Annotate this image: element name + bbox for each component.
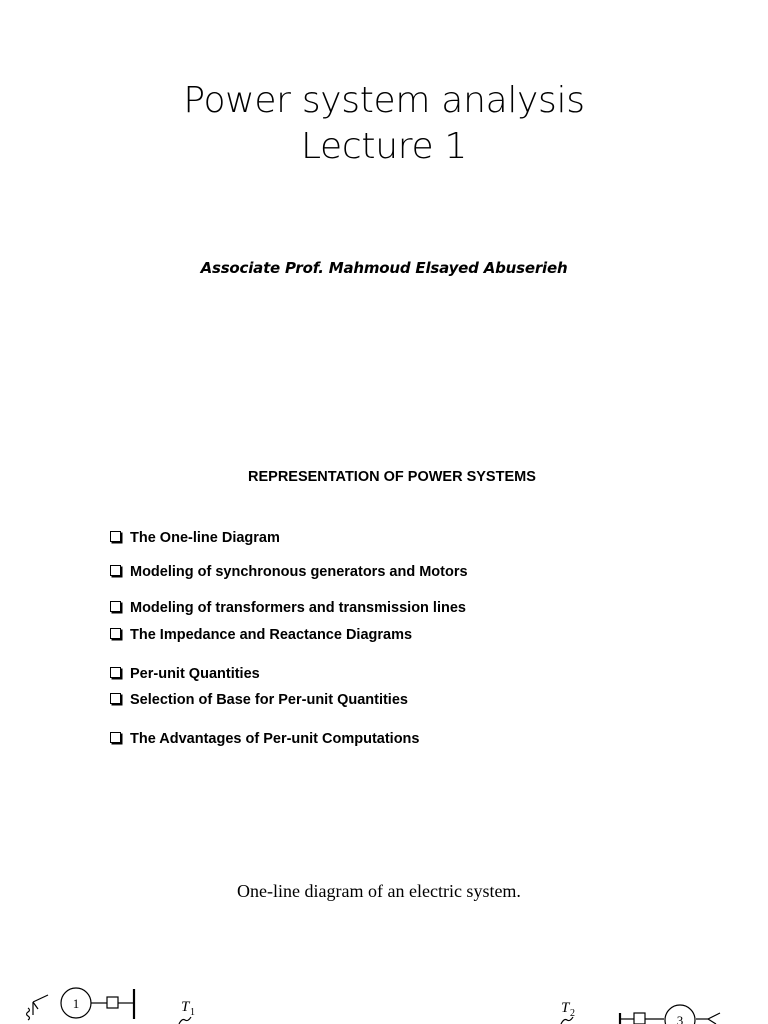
transformer-1-subscript: 1 [190,1007,195,1018]
transformer-2-subscript: 2 [570,1008,575,1019]
checkbox-bullet-icon [110,667,121,678]
transformer-2-label: T [561,1000,570,1016]
topic-label: The Advantages of Per-unit Computations [130,731,420,747]
topic-label: Modeling of transformers and transmission lines [130,600,466,616]
checkbox-bullet-icon [110,693,121,704]
lecture-title-line-2: Lecture 1 [300,126,468,167]
figure-caption: One-line diagram of an electric system. [237,881,521,901]
author-name: Associate Prof. Mahmoud Elsayed Abuserieh [200,259,568,277]
topic-item [110,563,468,581]
checkbox-bullet-icon [110,601,121,612]
checkbox-bullet-icon [110,565,121,576]
topic-label: Selection of Base for Per-unit Quantities [130,692,408,708]
transformer-1-icon [179,1017,191,1024]
generator-3-label: 3 [676,1013,684,1024]
ground-wye-left-icon [27,995,49,1020]
generator-1-label: 1 [72,996,80,1011]
circuit-breaker-icon [107,997,118,1008]
transformer-1-label: T [181,999,190,1015]
topic-item [110,691,408,709]
topic-item [110,529,280,547]
topic-item [110,599,466,617]
checkbox-bullet-icon [110,732,121,743]
topic-item [110,626,412,644]
lecture-title-line-1: Power system analysis [183,80,585,121]
checkbox-bullet-icon [110,531,121,542]
topic-label: Modeling of synchronous generators and Motors [130,564,468,580]
topic-item [110,730,419,748]
topic-label: Per-unit Quantities [130,666,260,682]
topic-label: The One-line Diagram [130,530,280,546]
checkbox-bullet-icon [110,628,121,639]
topic-item [110,665,260,683]
one-line-diagram [0,975,768,1024]
section-heading: REPRESENTATION OF POWER SYSTEMS [248,469,536,485]
circuit-breaker-right-icon [634,1013,645,1024]
ground-wye-right-icon [696,1013,720,1024]
topic-label: The Impedance and Reactance Diagrams [130,627,413,643]
